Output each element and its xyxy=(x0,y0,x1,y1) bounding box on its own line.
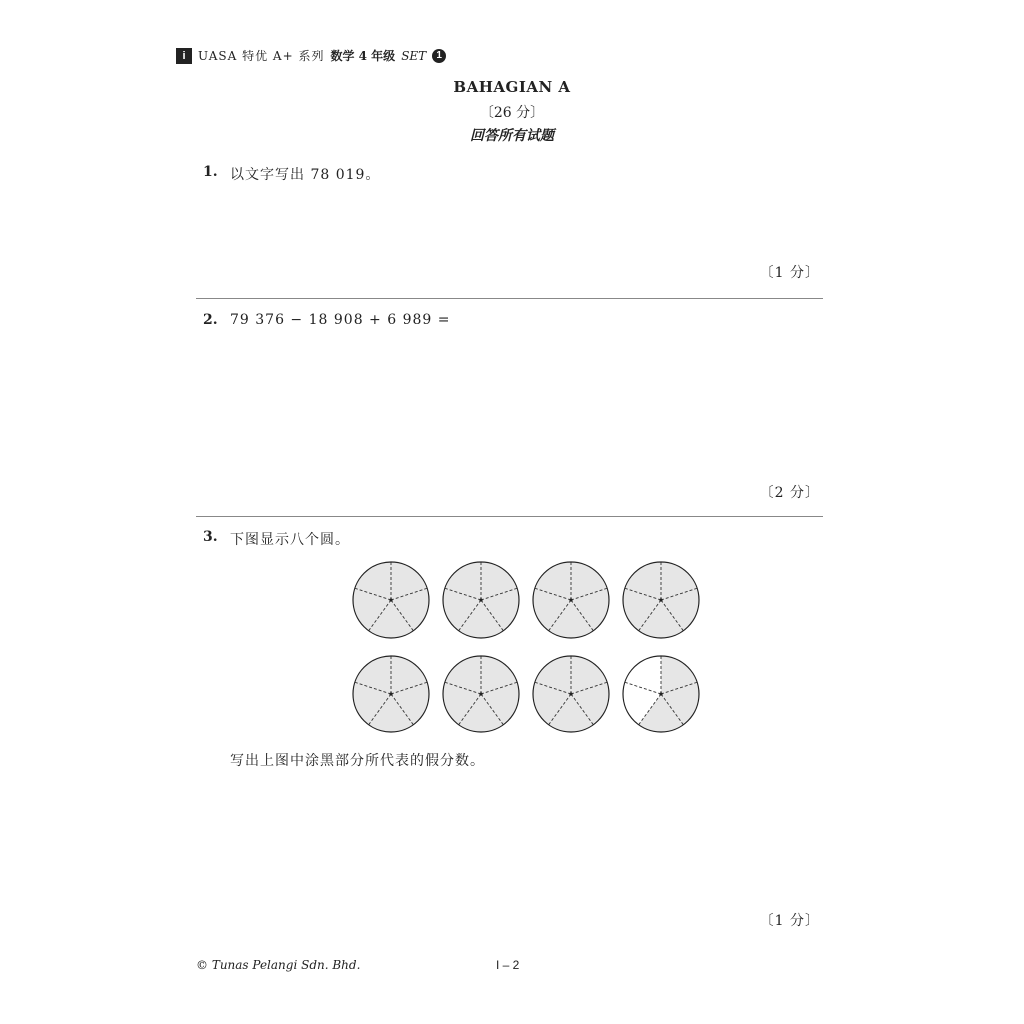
page-number: I – 2 xyxy=(496,958,520,972)
question-divider xyxy=(196,298,823,299)
fraction-circle xyxy=(533,656,609,732)
fraction-circles-figure xyxy=(350,560,702,734)
set-label: SET xyxy=(401,48,427,63)
question-1-marks: 〔1 分〕 xyxy=(759,265,820,281)
series-title: UASA 特优 A+ 系列 xyxy=(198,49,325,63)
section-instruction: 回答所有试题 xyxy=(470,128,554,144)
subject-title: 数学 4 年级 xyxy=(330,49,396,63)
question-3-marks: 〔1 分〕 xyxy=(759,913,820,929)
question-3-number: 3. xyxy=(203,529,218,545)
fraction-circle xyxy=(623,656,699,732)
question-2-marks: 〔2 分〕 xyxy=(759,485,820,501)
circle-center xyxy=(479,598,482,601)
circles-svg xyxy=(350,560,702,734)
fraction-circle xyxy=(623,562,699,638)
circle-center xyxy=(659,598,662,601)
fraction-circle xyxy=(443,562,519,638)
fraction-circle xyxy=(443,656,519,732)
circle-center xyxy=(659,692,662,695)
fraction-circle xyxy=(533,562,609,638)
question-2-text: 79 376 − 18 908 + 6 989 = xyxy=(230,312,451,328)
set-number-badge: 1 xyxy=(432,49,446,63)
circle-center xyxy=(569,598,572,601)
fraction-circle xyxy=(353,656,429,732)
copyright-footer: © Tunas Pelangi Sdn. Bhd. xyxy=(196,958,361,972)
page-header xyxy=(176,47,446,64)
circle-center xyxy=(389,692,392,695)
publisher-logo: i xyxy=(176,48,192,64)
circle-center xyxy=(389,598,392,601)
section-title: BAHAGIAN A xyxy=(453,78,571,96)
question-3-instruction: 写出上图中涂黑部分所代表的假分数。 xyxy=(230,753,485,769)
question-1-number: 1. xyxy=(203,164,218,180)
circle-center xyxy=(479,692,482,695)
question-2-number: 2. xyxy=(203,312,218,328)
fraction-circle xyxy=(353,562,429,638)
circle-center xyxy=(569,692,572,695)
question-1-text: 以文字写出 78 019。 xyxy=(230,167,381,183)
question-3-text: 下图显示八个圆。 xyxy=(230,532,350,548)
section-marks: 〔26 分〕 xyxy=(479,105,545,121)
question-divider xyxy=(196,516,823,517)
